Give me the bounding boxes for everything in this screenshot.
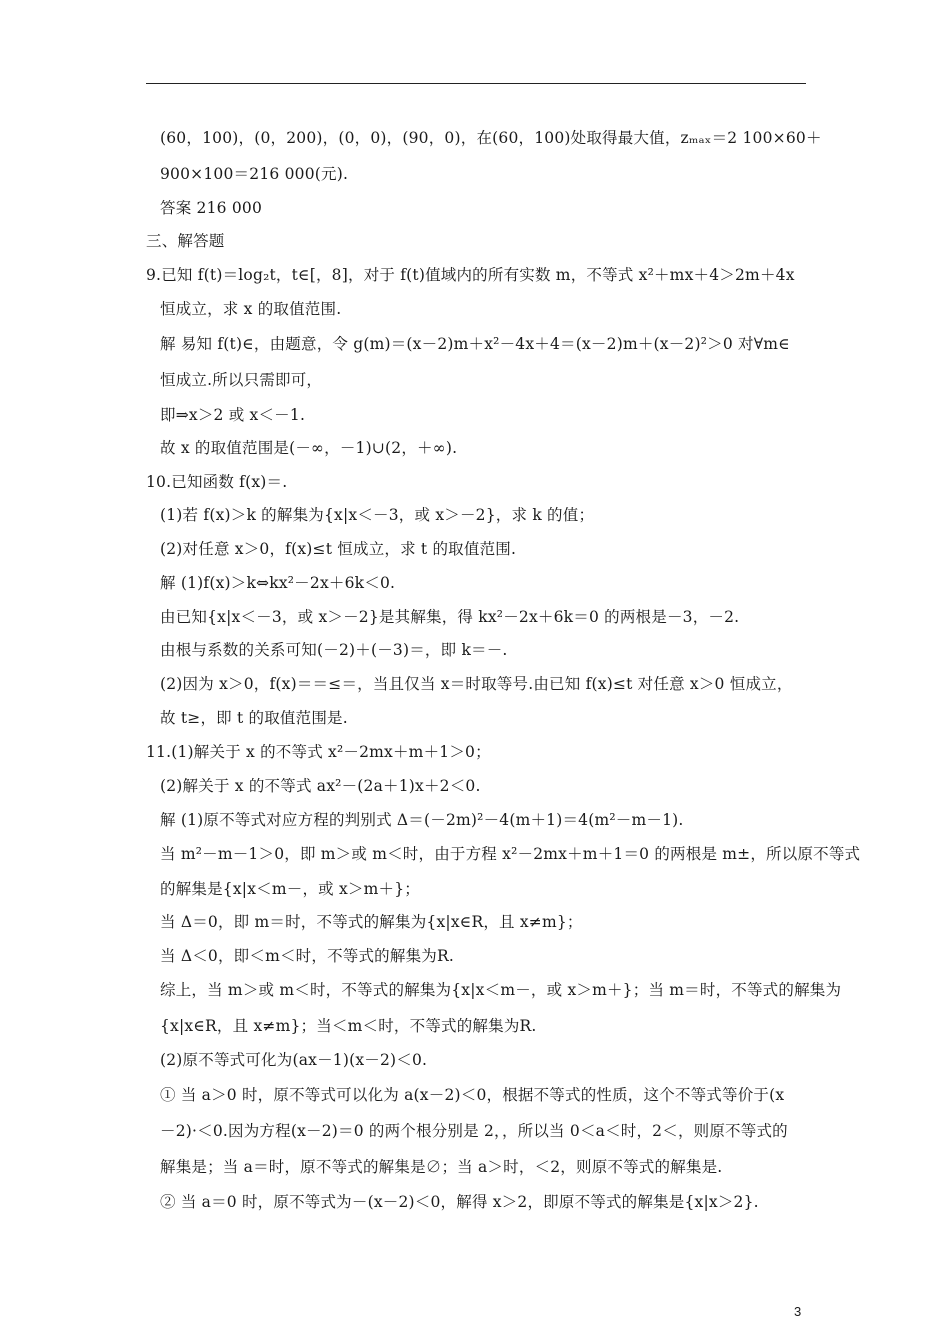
solution-line: 解 (1)f(x)＞k⇔kx²－2x＋6k＜0. — [160, 574, 396, 592]
text-line: (2)解关于 x 的不等式 ax²－(2a＋1)x＋2＜0. — [160, 777, 481, 795]
solution-line: 解 易知 f(t)∈，由题意，令 g(m)＝(x－2)m＋x²－4x＋4＝(x－2)m＋(x－2)²＞0 对∀m∈ — [160, 335, 790, 353]
text-line: 由已知{x|x＜－3，或 x＞－2}是其解集，得 kx²－2x＋6k＝0 的两根是－3，－2. — [160, 608, 740, 626]
text-line: 即⇒x＞2 或 x＜－1. — [160, 406, 306, 424]
text-line: 当 m²－m－1＞0，即 m＞或 m＜时，由于方程 x²－2mx＋m＋1＝0 的两根是 m±，所以原不等式 — [160, 845, 861, 863]
problem-10: 10.已知函数 f(x)＝. — [146, 473, 288, 491]
text-line: 答案 216 000 — [160, 199, 263, 217]
page-number: 3 — [794, 1304, 802, 1319]
text-line: (1)若 f(x)＞k 的解集为{x|x＜－3，或 x＞－2}，求 k 的值； — [160, 506, 595, 524]
text-line: ① 当 a＞0 时，原不等式可以化为 a(x－2)＜0，根据不等式的性质，这个不等式等价于(x — [160, 1086, 785, 1104]
problem-9: 9.已知 f(t)＝log₂t，t∈[，8]，对于 f(t)值域内的所有实数 m，不等式 x²＋mx＋4＞2m＋4x — [146, 266, 795, 284]
text-line: (60，100)，(0，200)，(0，0)，(90，0)，在(60，100)处取得最大值，zₘₐₓ＝2 100×60＋ — [160, 129, 822, 147]
text-line: ② 当 a＝0 时，原不等式为－(x－2)＜0，解得 x＞2，即原不等式的解集是{x|x＞2}. — [160, 1193, 759, 1211]
section-heading: 三、解答题 — [146, 232, 225, 250]
header-rule — [146, 83, 806, 84]
text-line: 恒成立，求 x 的取值范围. — [160, 300, 342, 318]
text-line: 恒成立.所以只需即可， — [160, 371, 323, 389]
text-line: 900×100＝216 000(元). — [160, 165, 349, 183]
text-line: 当 Δ＜0，即＜m＜时，不等式的解集为R. — [160, 947, 454, 965]
text-line: 解集是；当 a＝时，原不等式的解集是∅；当 a＞时，＜2，则原不等式的解集是. — [160, 1158, 723, 1176]
text-line: 当 Δ＝0，即 m＝时，不等式的解集为{x|x∈R，且 x≠m}； — [160, 913, 583, 931]
problem-11: 11.(1)解关于 x 的不等式 x²－2mx＋m＋1＞0； — [146, 743, 491, 761]
text-line: 故 t≥，即 t 的取值范围是. — [160, 709, 348, 727]
text-line: (2)对任意 x＞0，f(x)≤t 恒成立，求 t 的取值范围. — [160, 540, 517, 558]
text-line: {x|x∈R，且 x≠m}；当＜m＜时，不等式的解集为R. — [160, 1017, 537, 1035]
text-line: (2)原不等式可化为(ax－1)(x－2)＜0. — [160, 1051, 428, 1069]
text-line: 的解集是{x|x＜m－，或 x＞m＋}； — [160, 880, 420, 898]
text-line: －2)·＜0.因为方程(x－2)＝0 的两个根分别是 2，，所以当 0＜a＜时，2＜，则原不等式的 — [160, 1122, 788, 1140]
text-line: 故 x 的取值范围是(－∞，－1)∪(2，＋∞). — [160, 439, 458, 457]
solution-line: 解 (1)原不等式对应方程的判别式 Δ＝(－2m)²－4(m＋1)＝4(m²－m－1). — [160, 811, 684, 829]
text-line: 综上，当 m＞或 m＜时，不等式的解集为{x|x＜m－，或 x＞m＋}；当 m＝时，不等式的解集为 — [160, 981, 842, 999]
text-line: (2)因为 x＞0，f(x)＝＝≤＝，当且仅当 x＝时取等号.由已知 f(x)≤t 对任意 x＞0 恒成立， — [160, 675, 793, 693]
text-line: 由根与系数的关系可知(－2)＋(－3)＝，即 k＝－. — [160, 641, 508, 659]
